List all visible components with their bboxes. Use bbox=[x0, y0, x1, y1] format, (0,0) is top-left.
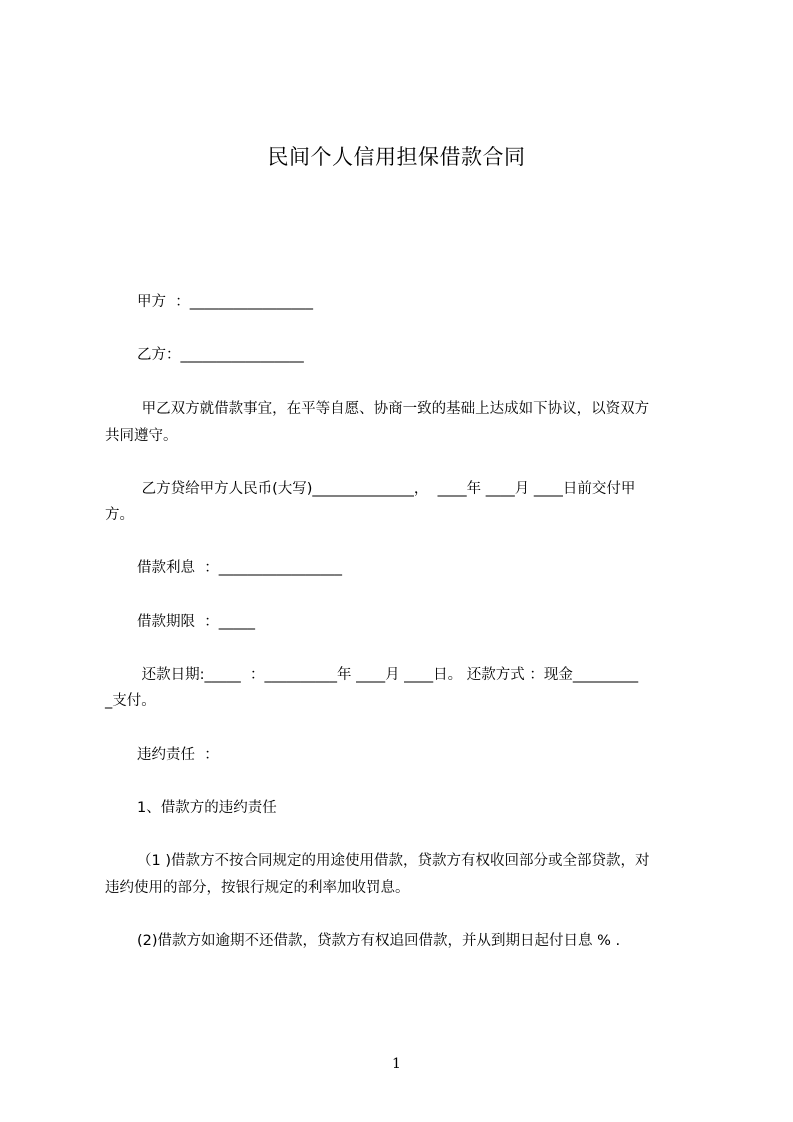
loan-amount-line-2: 方。 bbox=[105, 507, 134, 523]
loan-term-line: 借款期限 ：_____ bbox=[137, 614, 255, 630]
borrower-liability-heading: 1、借款方的违约责任 bbox=[137, 800, 277, 816]
party-a-line: 甲方 ：_________________ bbox=[137, 294, 313, 310]
liability-clause-1-line-1: （1 )借款方不按合同规定的用途使用借款，贷款方有权收回部分或全部贷款，对 bbox=[137, 853, 650, 869]
loan-interest-line: 借款利息 ：_________________ bbox=[137, 560, 342, 576]
repayment-line-1: 还款日期:_____ ：__________年 ____月 ____日。 还款方式 ：现金_________ bbox=[137, 667, 639, 683]
page-number: 1 bbox=[392, 1056, 401, 1072]
liability-clause-2-line: (2)借款方如逾期不还借款，贷款方有权追回借款，并从到期日起付日息 % . bbox=[137, 933, 621, 949]
contract-title: 民间个人信用担保借款合同 bbox=[267, 145, 526, 169]
loan-amount-line-1: 乙方贷给甲方人民币(大写)______________， ____年 ____月 ____日前交付甲 bbox=[137, 481, 636, 497]
party-b-line: 乙方：_________________ bbox=[137, 347, 304, 363]
repayment-line-2: _支付。 bbox=[105, 693, 156, 709]
liability-clause-1-line-2: 违约使用的部分，按银行规定的利率加收罚息。 bbox=[105, 880, 410, 896]
agreement-paragraph-line-2: 共同遵守。 bbox=[105, 428, 178, 444]
liability-heading: 违约责任 ： bbox=[137, 747, 219, 763]
agreement-paragraph-line-1: 甲乙双方就借款事宜，在平等自愿、协商一致的基础上达成如下协议，以资双方 bbox=[137, 401, 650, 417]
